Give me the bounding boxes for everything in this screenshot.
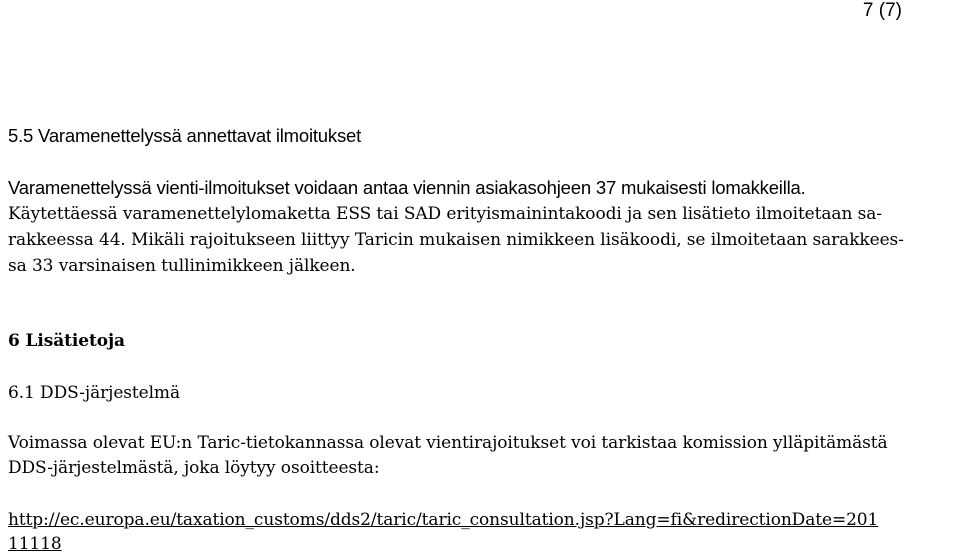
paragraph-line: Varamenettelyssä vienti-ilmoitukset voidaan antaa viennin asiakasohjeen 37 mukaisesti lomakkeilla. xyxy=(8,177,806,198)
subsection-heading-6-1: 6.1 DDS-järjestelmä xyxy=(8,383,180,403)
page-number: 7 (7) xyxy=(862,0,902,21)
paragraph-line: Voimassa olevat EU:n Taric-tietokannassa olevat vientirajoitukset voi tarkistaa komission ylläpitämästä xyxy=(8,433,888,453)
paragraph-line: DDS-järjestelmästä, joka löytyy osoitteesta: xyxy=(8,458,380,478)
section-heading-6: 6 Lisätietoja xyxy=(8,331,125,351)
paragraph-line: sa 33 varsinaisen tullinimikkeen jälkeen. xyxy=(8,256,356,276)
paragraph-line: Käytettäessä varamenettelylomaketta ESS tai SAD erityismainintakoodi ja sen lisätieto ilmoitetaan sa- xyxy=(8,204,882,224)
paragraph-line: rakkeessa 44. Mikäli rajoitukseen liittyy Taricin mukaisen nimikkeen lisäkoodi, se ilmoitetaan sarakkees- xyxy=(8,230,904,250)
dds-link-line[interactable]: http://ec.europa.eu/taxation_customs/dds2/taric/taric_consultation.jsp?Lang=fi&redirectionDate=201 xyxy=(8,510,879,530)
section-heading-5-5: 5.5 Varamenettelyssä annettavat ilmoitukset xyxy=(8,125,362,146)
dds-link-line[interactable]: 11118 xyxy=(8,534,62,554)
